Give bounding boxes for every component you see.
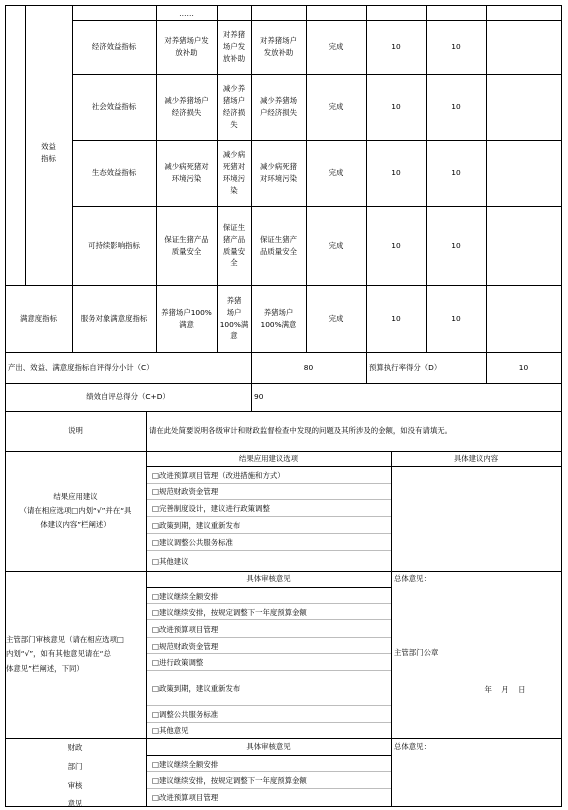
result-application-label: 结果应用建议 （请在相应选项□内划“√”并在“具 体建议内容”栏阐述） bbox=[19, 491, 132, 530]
subtotal-value: 80 bbox=[303, 362, 314, 372]
metric-name: 社会效益指标 bbox=[91, 102, 137, 112]
metric-result: 完成 bbox=[328, 42, 344, 52]
metric-result: 完成 bbox=[328, 102, 344, 112]
option-checkbox[interactable]: □政策到期，建议重新发布 bbox=[152, 683, 241, 693]
metric-score: 10 bbox=[451, 102, 461, 112]
result-content-header: 具体建议内容 bbox=[453, 453, 499, 463]
metric-target: 保证生猪产品 质量安全 bbox=[164, 234, 209, 256]
metric-target: 养猪场户100% 满意 bbox=[161, 307, 212, 329]
option-checkbox[interactable]: □改进预算项目管理 bbox=[152, 792, 219, 802]
metric-weight: 10 bbox=[391, 102, 401, 112]
note-text: 请在此处简要说明各级审计和财政监督检查中发现的问题及其所涉及的金额，如没有请填无。 bbox=[149, 426, 453, 436]
metric-weight: 10 bbox=[391, 313, 401, 323]
total-score-value: 90 bbox=[254, 392, 264, 402]
option-checkbox[interactable]: □其他建议 bbox=[152, 556, 189, 566]
metric-weight: 10 bbox=[391, 240, 401, 250]
fin-label-line: 审核 bbox=[67, 781, 83, 791]
metric-score: 10 bbox=[451, 168, 461, 178]
metric-name: 经济效益指标 bbox=[91, 42, 137, 52]
option-checkbox[interactable]: □完善制度设计，建议进行政策调整 bbox=[152, 503, 270, 513]
option-checkbox[interactable]: □政策到期，建议重新发布 bbox=[152, 520, 241, 530]
metric-score: 10 bbox=[451, 313, 461, 323]
option-checkbox[interactable]: □建议继续全额安排 bbox=[152, 759, 219, 769]
metric-score: 10 bbox=[451, 240, 461, 250]
budget-execution-label: 预算执行率得分（D） bbox=[369, 362, 442, 372]
fin-review-header: 具体审核意见 bbox=[246, 741, 291, 751]
option-checkbox[interactable]: □其他意见 bbox=[152, 725, 189, 735]
metric-result: 完成 bbox=[328, 313, 344, 323]
option-checkbox[interactable]: □改进预算项目管理（改进措施和方式） bbox=[152, 470, 285, 480]
metric-name: 服务对象满意度指标 bbox=[80, 313, 148, 323]
metric-actual: 养猪 场户 100%满 意 bbox=[219, 295, 249, 341]
option-checkbox[interactable]: □规范财政资金管理 bbox=[152, 486, 219, 496]
dept-seal-label: 主管部门公章 bbox=[394, 648, 439, 658]
metric-weight: 10 bbox=[391, 42, 401, 52]
subtotal-label: 产出、效益、满意度指标自评得分小计（C） bbox=[8, 362, 154, 372]
option-checkbox[interactable]: □建议继续全额安排 bbox=[152, 591, 219, 601]
total-score-label: 绩效自评总得分（C+D） bbox=[86, 392, 170, 402]
metric-detail: 减少养猪场 户经济损失 bbox=[260, 96, 297, 117]
option-checkbox[interactable]: □调整公共服务标准 bbox=[152, 709, 219, 719]
metric-actual: 减少养 猪场户 经济损 失 bbox=[222, 84, 246, 129]
option-checkbox[interactable]: □改进预算项目管理 bbox=[152, 624, 219, 634]
budget-execution-value: 10 bbox=[518, 362, 529, 372]
option-checkbox[interactable]: □建议继续安排，按规定调整下一年度预算金额 bbox=[152, 607, 307, 617]
metric-actual: 保证生 猪产品 质量安 全 bbox=[222, 222, 246, 268]
metric-target: 减少病死猪对 环境污染 bbox=[164, 162, 209, 183]
satisfaction-category: 满意度指标 bbox=[20, 313, 57, 323]
dept-overall-label: 总体意见： bbox=[394, 574, 431, 584]
metric-detail: 减少病死猪 对环境污染 bbox=[260, 162, 297, 183]
option-checkbox[interactable]: □进行政策调整 bbox=[152, 657, 204, 667]
metric-actual: 减少病 死猪对 环境污 染 bbox=[222, 150, 246, 195]
metric-actual: 对养猪 场户发 放补助 bbox=[222, 30, 246, 63]
ellipsis-cell bbox=[156, 5, 217, 20]
fin-label-line: 意见 bbox=[67, 799, 83, 808]
dept-review-header: 具体审核意见 bbox=[246, 574, 291, 584]
option-checkbox[interactable]: □建议调整公共服务标准 bbox=[152, 537, 233, 547]
metric-score: 10 bbox=[451, 42, 461, 52]
metric-detail: 对养猪场户 发放补助 bbox=[260, 36, 297, 57]
fin-label-line: 财政 bbox=[67, 743, 83, 753]
dept-review-label: 主管部门审核意见（请在相应选项□ 内划“√”，如有其他意见请在“总 体意见”栏阐述，下同） bbox=[6, 635, 124, 673]
metric-weight: 10 bbox=[391, 168, 401, 178]
effect-category: 效益 指标 bbox=[41, 141, 56, 163]
metric-detail: 养猪场户 100%满意 bbox=[260, 307, 297, 329]
result-options-header: 结果应用建议选项 bbox=[238, 453, 299, 463]
metric-result: 完成 bbox=[328, 240, 344, 250]
fin-label-line: 部门 bbox=[67, 762, 83, 772]
option-checkbox[interactable]: □规范财政资金管理 bbox=[152, 641, 219, 651]
fin-overall-label: 总体意见： bbox=[394, 741, 431, 751]
metric-result: 完成 bbox=[328, 168, 344, 178]
dept-date-label: 年 月 日 bbox=[484, 685, 526, 695]
ellipsis-text: …… bbox=[179, 9, 194, 19]
metric-name: 生态效益指标 bbox=[91, 168, 137, 178]
metric-detail: 保证生猪产 品质量安全 bbox=[260, 234, 297, 256]
metric-name: 可持续影响指标 bbox=[88, 240, 140, 250]
metric-target: 对养猪场户发 放补助 bbox=[164, 36, 209, 57]
option-checkbox[interactable]: □建议继续安排，按规定调整下一年度预算金额 bbox=[152, 775, 307, 785]
note-label: 说明 bbox=[68, 426, 83, 436]
metric-target: 减少养猪场户 经济损失 bbox=[164, 96, 209, 117]
